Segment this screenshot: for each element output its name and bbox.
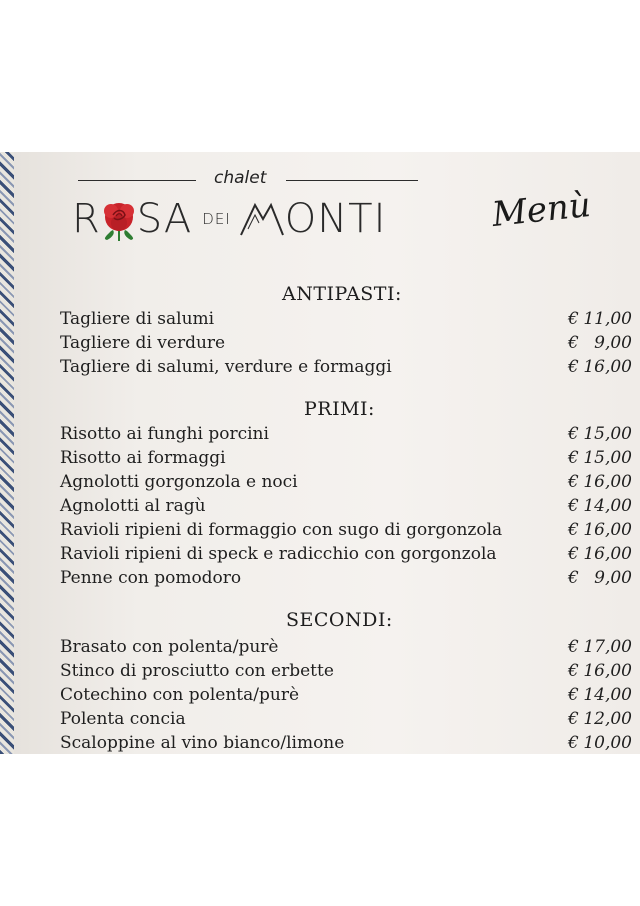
restaurant-logo: [72, 194, 386, 244]
menu-item: [60, 568, 632, 592]
price-value: 15,00: [583, 448, 632, 468]
menu-item-name: Scaloppine al vino bianco/limone: [60, 733, 345, 753]
currency-symbol: €: [568, 309, 579, 329]
menu-item: [60, 637, 632, 661]
logo-word-dei: DEI: [202, 210, 231, 228]
currency-symbol: €: [568, 496, 579, 516]
menu-item: [60, 357, 632, 381]
menu-item-name: Cotechino con polenta/purè: [60, 685, 300, 705]
menu-script-title: Menù: [490, 184, 593, 236]
price-value: 12,00: [583, 709, 632, 729]
price-value: 14,00: [583, 685, 632, 705]
menu-card: [14, 152, 640, 754]
menu-item: [60, 472, 632, 496]
currency-symbol: €: [568, 733, 579, 753]
menu-item-name: Brasato con polenta/purè: [60, 637, 279, 657]
menu-item: [60, 685, 632, 709]
menu-item-name: Stinco di prosciutto con erbette: [60, 661, 334, 681]
menu-item-name: Tagliere di verdure: [60, 333, 226, 353]
price-value: 14,00: [583, 496, 632, 516]
currency-symbol: €: [568, 544, 579, 564]
menu-item: [60, 333, 632, 357]
logo-word-onti: ONTI: [284, 196, 387, 242]
menu-item: [60, 661, 632, 685]
menu-item-name: Risotto ai funghi porcini: [60, 424, 269, 444]
price-value: 16,00: [583, 544, 632, 564]
menu-photo: [0, 152, 640, 754]
price-value: 16,00: [583, 520, 632, 540]
menu-item: [60, 309, 632, 333]
menu-item: [60, 520, 632, 544]
chalet-label: chalet: [214, 168, 267, 188]
currency-symbol: €: [568, 685, 579, 705]
price-value: 16,00: [583, 661, 632, 681]
rose-icon: [99, 197, 139, 241]
price-value: 16,00: [583, 357, 632, 377]
menu-header: [14, 152, 640, 262]
menu-item-name: Ravioli ripieni di speck e radicchio con gorgonzola: [60, 544, 497, 564]
divider-line-right: [286, 180, 418, 181]
menu-item-name: Penne con pomodoro: [60, 568, 242, 588]
currency-symbol: €: [568, 333, 579, 353]
menu-item-name: Risotto ai formaggi: [60, 448, 226, 468]
menu-item-name: Tagliere di salumi: [60, 309, 215, 329]
price-value: 10,00: [583, 733, 632, 753]
currency-symbol: €: [568, 472, 579, 492]
menu-item-name: Tagliere di salumi, verdure e formaggi: [60, 357, 392, 377]
divider-line-left: [78, 180, 196, 181]
menu-item: [60, 424, 632, 448]
menu-item-name: Agnolotti gorgonzola e noci: [60, 472, 298, 492]
menu-item-name: Agnolotti al ragù: [60, 496, 206, 516]
menu-item-name: Polenta concia: [60, 709, 186, 729]
menu-item: [60, 733, 632, 754]
menu-item: [60, 448, 632, 472]
currency-symbol: €: [568, 448, 579, 468]
currency-symbol: €: [568, 520, 579, 540]
section-title-secondi: SECONDI:: [286, 609, 393, 631]
price-value: 9,00: [594, 568, 632, 588]
price-value: 11,00: [583, 309, 632, 329]
currency-symbol: €: [568, 424, 579, 444]
price-value: 15,00: [583, 424, 632, 444]
price-value: 16,00: [583, 472, 632, 492]
menu-item: [60, 544, 632, 568]
logo-word-sa: SA: [136, 196, 193, 242]
section-title-antipasti: ANTIPASTI:: [282, 283, 402, 305]
section-title-primi: PRIMI:: [304, 398, 375, 420]
price-value: 9,00: [594, 333, 632, 353]
menu-item: [60, 709, 632, 733]
currency-symbol: €: [568, 568, 579, 588]
currency-symbol: €: [568, 661, 579, 681]
price-value: 17,00: [583, 637, 632, 657]
logo-letter-r: R: [72, 196, 101, 242]
currency-symbol: €: [568, 357, 579, 377]
currency-symbol: €: [568, 637, 579, 657]
currency-symbol: €: [568, 709, 579, 729]
mountain-m-icon: [239, 199, 285, 239]
menu-item: [60, 496, 632, 520]
menu-item-name: Ravioli ripieni di formaggio con sugo di gorgonzola: [60, 520, 503, 540]
